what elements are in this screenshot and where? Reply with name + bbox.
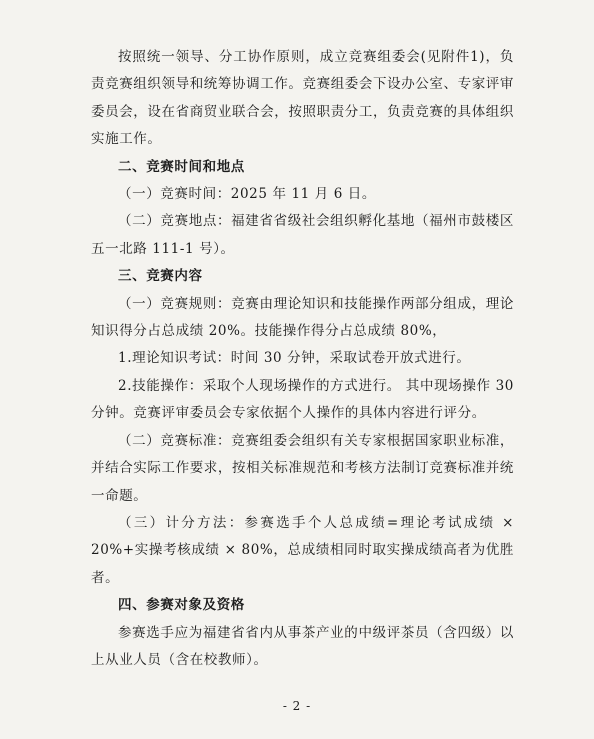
page-number: - 2 - (282, 699, 312, 713)
paragraph-competition-place: （二）竞赛地点：福建省省级社会组织孵化基地（福州市鼓楼区五一北路 111-1 号）。 (91, 213, 514, 257)
heading-time-and-place: 二、竞赛时间和地点 (118, 158, 245, 175)
paragraph-competition-standards: （二）竞赛标准：竞赛组委会组织有关专家根据国家职业标准，并结合实际工作要求，按相关标准规范和考核方法制订竞赛标准并统一命题。 (91, 432, 514, 504)
heading-participants: 四、参赛对象及资格 (118, 597, 245, 614)
paragraph-competition-rules: （一）竞赛规则：竞赛由理论知识和技能操作两部分组成，理论知识得分占总成绩 20%。技能操作得分占总成绩 80%， (91, 295, 514, 340)
paragraph-skill-operation: 2.技能操作：采取个人现场操作的方式进行。 其中现场操作 30 分钟。竞赛评审委员会专家依据个人操作的具体内容进行评分。 (91, 377, 514, 422)
paragraph-organization: 按照统一领导、分工协作原则，成立竞赛组委会(见附件1)，负责竞赛组织领导和统筹协调工作。竞赛组委会下设办公室、专家评审委员会，设在省商贸业联合会，按照职责分工，负责竞赛的具体组织实施工作。 (91, 49, 514, 148)
paragraph-eligibility: 参赛选手应为福建省省内从事茶产业的中级评茶员（含四级）以上从业人员（含在校教师）。 (91, 624, 514, 668)
paragraph-scoring-method: （三）计分方法：参赛选手个人总成绩=理论考试成绩 × 20%+实操考核成绩 × 80%，总成绩相同时取实操成绩高者为优胜者。 (91, 514, 514, 586)
heading-competition-content: 三、竞赛内容 (118, 268, 203, 285)
paragraph-competition-time: （一）竞赛时间：2025 年 11 月 6 日。 (118, 186, 376, 203)
paragraph-theory-exam: 1.理论知识考试：时间 30 分钟，采取试卷开放式进行。 (118, 350, 471, 367)
